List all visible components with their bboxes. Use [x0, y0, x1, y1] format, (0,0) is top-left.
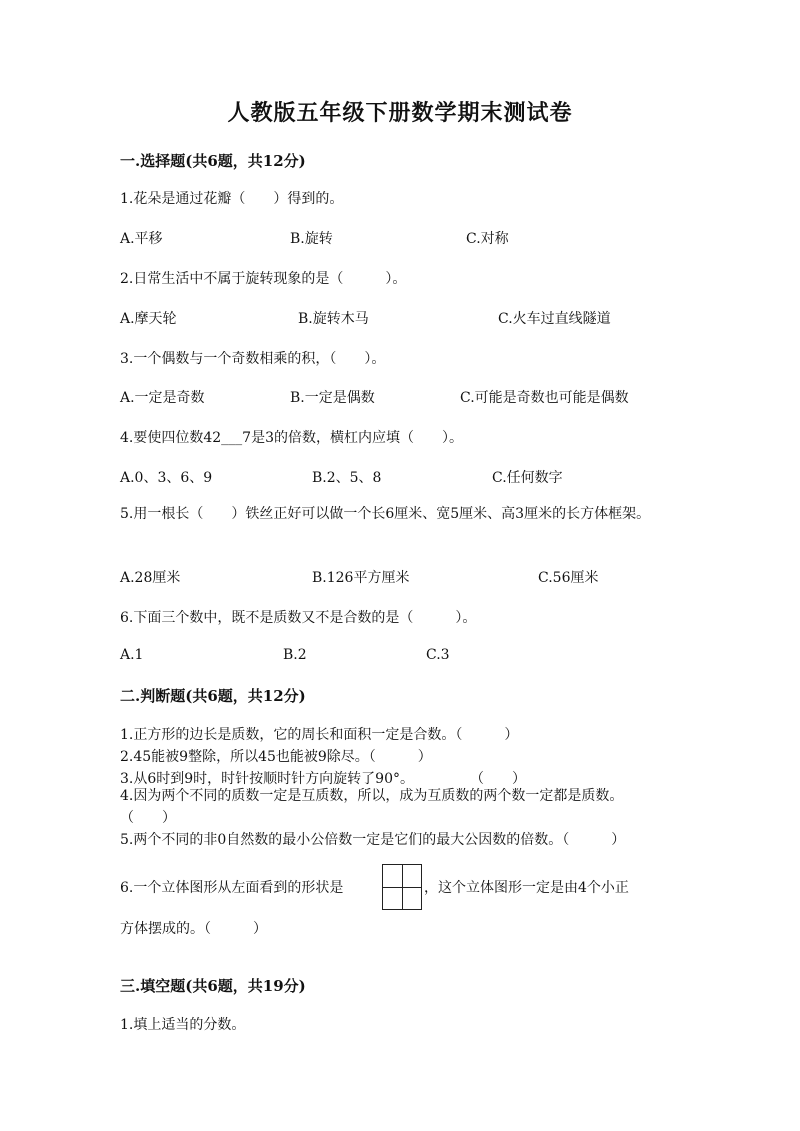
question-1-1-option-c: C.对称	[466, 231, 509, 247]
left-view-grid-figure	[382, 864, 422, 910]
question-1-6-option-a: A.1	[120, 647, 144, 663]
question-1-4-option-a: A.0、3、6、9	[120, 470, 213, 486]
question-1-5-stem: 5.用一根长（ ）铁丝正好可以做一个长6厘米、宽5厘米、高3厘米的长方体框架。	[120, 506, 651, 522]
judgement-item-5: 5.两个不同的非0自然数的最小公倍数一定是它们的最大公因数的倍数。（ ）	[120, 832, 626, 848]
judgement-item-4: 4.因为两个不同的质数一定是互质数，所以，成为互质数的两个数一定都是质数。（ ）	[120, 788, 624, 826]
question-1-6-option-c: C.3	[426, 647, 450, 663]
question-1-4-option-c: C.任何数字	[492, 470, 563, 486]
question-1-1-option-a: A.平移	[120, 231, 163, 247]
question-1-3-option-a: A.一定是奇数	[120, 390, 205, 406]
question-1-6-option-b: B.2	[283, 647, 307, 663]
question-1-4-stem: 4.要使四位数42___7是3的倍数，横杠内应填（ ）。	[120, 430, 463, 446]
question-1-5-option-c: C.56厘米	[538, 570, 599, 586]
question-1-5-option-a: A.28厘米	[120, 570, 181, 586]
section-2-heading: 二.判断题(共6题，共12分)	[120, 687, 306, 705]
question-1-2-option-c: C.火车过直线隧道	[498, 311, 611, 327]
judgement-item-2: 2.45能被9整除，所以45也能被9除尽。（ ）	[120, 749, 432, 765]
question-1-1-option-b: B.旋转	[290, 231, 333, 247]
question-1-2-option-b: B.旋转木马	[298, 311, 369, 327]
question-1-3-stem: 3.一个偶数与一个奇数相乘的积，（ ）。	[120, 351, 386, 367]
question-1-4-option-b: B.2、5、8	[312, 470, 382, 486]
fill-item-1: 1.填上适当的分数。	[120, 1017, 246, 1033]
question-1-2-stem: 2.日常生活中不属于旋转现象的是（ ）。	[120, 271, 407, 287]
section-3-heading: 三.填空题(共6题，共19分)	[120, 977, 306, 995]
judgement-item-6-part-3: 方体摆成的。（ ）	[120, 921, 267, 937]
question-1-2-option-a: A.摩天轮	[120, 311, 177, 327]
page-title: 人教版五年级下册数学期末测试卷	[227, 100, 573, 126]
judgement-item-6-part-2: ，这个立体图形一定是由4个小正	[424, 880, 629, 896]
question-1-5-option-b: B.126平方厘米	[312, 570, 410, 586]
judgement-item-3: 3.从6时到9时，时针按顺时针方向旋转了90°。 （ ）	[120, 771, 526, 787]
question-1-1-stem: 1.花朵是通过花瓣（ ）得到的。	[120, 191, 344, 207]
judgement-item-1: 1.正方形的边长是质数，它的周长和面积一定是合数。（ ）	[120, 727, 519, 743]
question-1-3-option-c: C.可能是奇数也可能是偶数	[460, 390, 629, 406]
question-1-6-stem: 6.下面三个数中，既不是质数又不是合数的是（ ）。	[120, 610, 477, 626]
question-1-3-option-b: B.一定是偶数	[290, 390, 375, 406]
judgement-item-6-part-1: 6.一个立体图形从左面看到的形状是	[120, 880, 344, 896]
section-1-heading: 一.选择题(共6题，共12分)	[120, 152, 306, 170]
